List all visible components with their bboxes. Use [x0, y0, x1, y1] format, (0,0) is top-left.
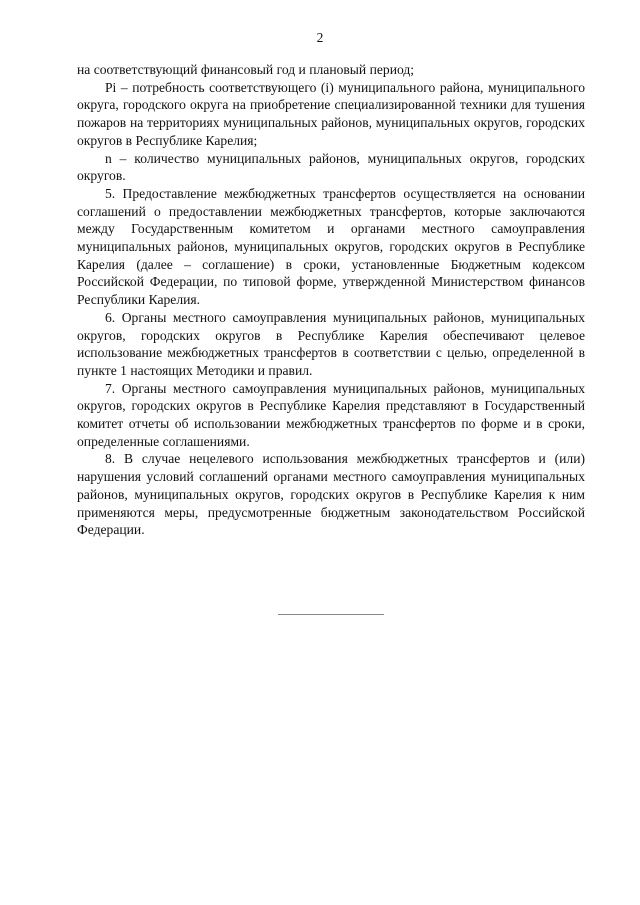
- end-of-document-rule: [278, 614, 384, 615]
- paragraph-definition-n: n – количество муниципальных районов, муниципальных округов, городских округов.: [77, 150, 585, 184]
- paragraph-continuation: на соответствующий финансовый год и плановый период;: [77, 62, 415, 77]
- page-number: 2: [316, 30, 324, 45]
- paragraph-item-5: 5. Предоставление межбюджетных трансфертов осуществляется на основании соглашений о предоставлении межбюджетных трансфертов, которые заключаются между Государственным комитетом и органами местного самоуправления муниципальных районов, муниципальных округов, городских округов в Республике Карелия (далее – соглашение) в сроки, установленные Бюджетным кодексом Российской Федерации, по типовой форме, утвержденной Министерством финансов Республики Карелия.: [77, 185, 585, 308]
- paragraph-item-6: 6. Органы местного самоуправления муниципальных районов, муниципальных округов, городских округов в Республике Карелия обеспечивают целевое использование межбюджетных трансфертов в соответствии с целью, определенной в пункте 1 настоящих Методики и правил.: [77, 309, 585, 378]
- paragraph-item-7: 7. Органы местного самоуправления муниципальных районов, муниципальных округов, городских округов в Республике Карелия представляют в Государственный комитет отчеты об использовании межбюджетных трансфертов по форме и в сроки, определенные соглашениями.: [77, 380, 585, 449]
- document-body: [77, 61, 585, 539]
- paragraph-definition-pi: Pi – потребность соответствующего (i) муниципального района, муниципального округа, городского округа на приобретение специализированной техники для тушения пожаров на территориях муниципальных районов, муниципальных округов, городских округов в Республике Карелия;: [77, 79, 585, 148]
- paragraph-item-8: 8. В случае нецелевого использования межбюджетных трансфертов и (или) нарушения условий соглашений органами местного самоуправления муниципальных районов, муниципальных округов, городских округов в Республике Карелия к ним применяются меры, предусмотренные бюджетным законодательством Российской Федерации.: [77, 451, 585, 538]
